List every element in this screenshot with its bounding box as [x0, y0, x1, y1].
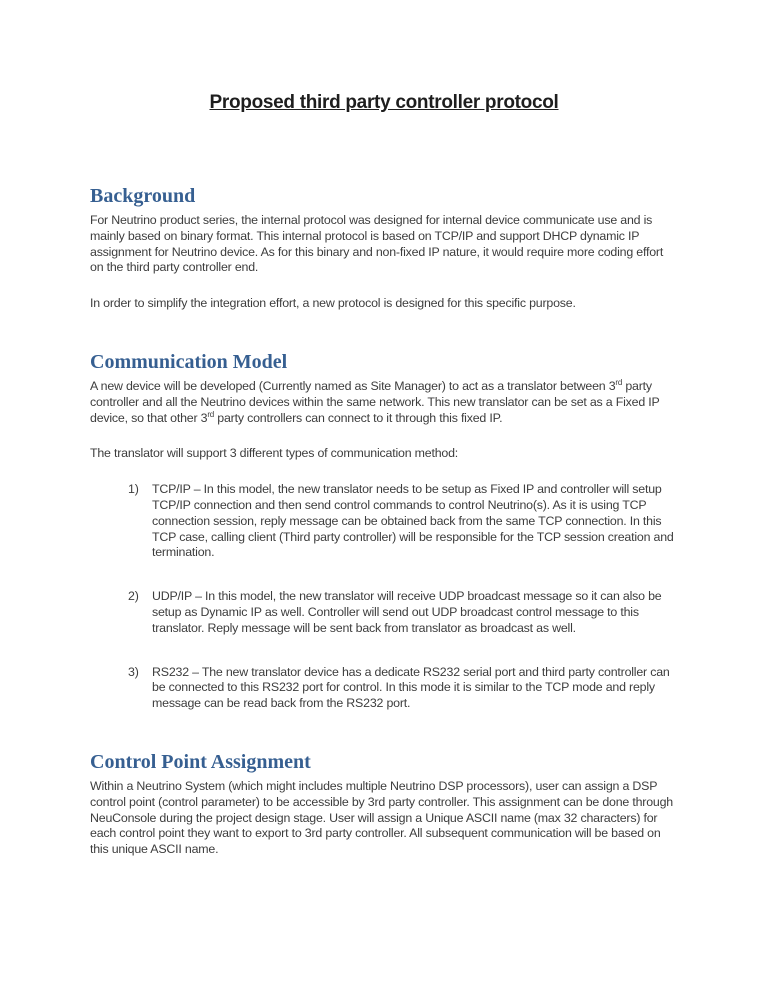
list-item-rs232 [128, 664, 678, 712]
control-point-assignment-paragraph-1: Within a Neutrino System (which might includes multiple Neutrino DSP processors), user can assign a DSP control point (control parameter) to be accessible by 3rd party controller. This assignment can be done through NeuConsole during the project design stage. User will assign a Unique ASCII name (max 32 characters) for each control point they want to export to 3rd party controller. All subsequent communication will be based on this unique ASCII name. [90, 778, 673, 857]
list-item-number: 2) [128, 589, 139, 604]
list-item-number: 3) [128, 664, 139, 679]
communication-model-paragraph-2: The translator will support 3 different types of communication method: [90, 446, 459, 461]
list-item-text: UDP/IP – In this model, the new translator will receive UDP broadcast message so it can also be setup as Dynamic IP as well. Controller will send out UDP broadcast control message to this translator. Reply message will be sent back from translator as broadcast as well. [152, 589, 662, 635]
communication-method-list [90, 482, 678, 712]
list-item-udp-ip [128, 589, 678, 636]
list-item-tcp-ip [128, 482, 678, 561]
background-paragraph-2: In order to simplify the integration effort, a new protocol is designed for this specific purpose. [90, 296, 576, 311]
list-item-number: 1) [128, 482, 139, 497]
background-paragraph-1: For Neutrino product series, the internal protocol was designed for internal device communicate use and is mainly based on binary format. This internal protocol is based on TCP/IP and support DHCP dynamic IP assignment for Neutrino device. As for this binary and non-fixed IP nature, it would require more coding effort on the third party controller end. [90, 213, 664, 275]
section-heading-control-point-assignment: Control Point Assignment [90, 750, 311, 773]
list-item-text: TCP/IP – In this model, the new translator needs to be setup as Fixed IP and controller will setup TCP/IP connection and then send control commands to control Neutrino(s). As it is using TCP connection session, reply message can be obtained back from the same TCP connection. In this TCP case, calling client (Third party controller) will be responsible for the TCP session creation and termination. [152, 482, 674, 560]
document-title: Proposed third party controller protocol [209, 92, 559, 113]
section-heading-communication-model: Communication Model [90, 350, 288, 373]
list-item-text: RS232 – The new translator device has a dedicate RS232 serial port and third party controller can be connected to this RS232 port for control. In this mode it is similar to the TCP mode and reply message can be read back from the RS232 port. [152, 664, 670, 711]
communication-model-paragraph-1: A new device will be developed (Currently named as Site Manager) to act as a translator between 3rd party controller and all the Neutrino devices within the same network. This new translator can be set as a Fixed IP device, so that other 3rd party controllers can connect to it through this fixed IP. [90, 377, 660, 425]
section-heading-background: Background [90, 185, 196, 207]
